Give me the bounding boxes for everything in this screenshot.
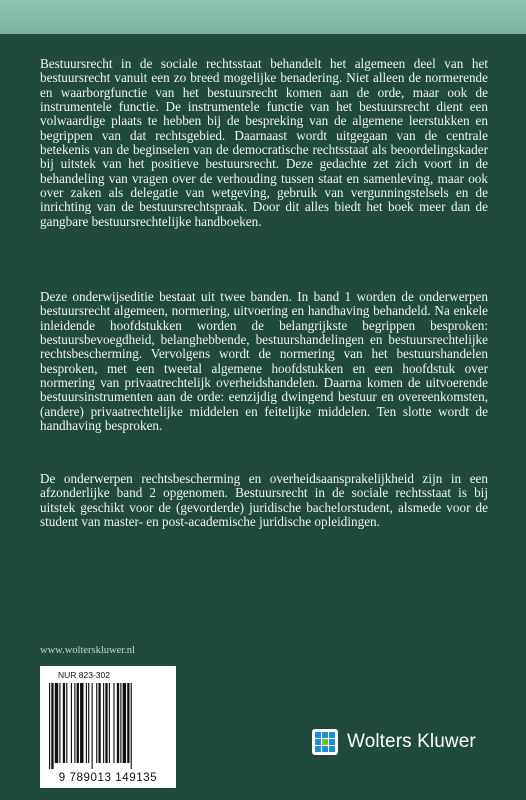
barcode-bar — [96, 683, 97, 763]
barcode-bar — [51, 683, 53, 769]
barcode-label — [40, 666, 176, 788]
barcode-bar — [86, 683, 87, 763]
description-paragraph-3: De onderwerpen rechtsbescherming en overheidsaansprakelijkheid zijn in een afzonderlijke band 2 opgenomen. Bestuursrecht in de sociale rechtsstaat is bij uitstek geschikt voor de (gevorderde) juridische bachelorstudent, alsmede voor de student van master- en post-academische juridische opleidingen. — [40, 471, 488, 530]
barcode-bar — [109, 683, 110, 763]
barcode-bar — [120, 683, 121, 763]
barcode-bar — [66, 683, 67, 763]
barcode-bar — [131, 683, 132, 769]
barcode-bar — [71, 683, 72, 763]
publisher-name: Wolters Kluwer — [347, 731, 476, 752]
description-paragraph-1: Bestuursrecht in de sociale rechtsstaat behandelt het algemeen deel van het bestuursrecht vanuit een zo breed mogelijke benadering. Niet alleen de normerende en waarborgfunctie van het bestuursrecht komen aan de orde, maar ook de instrumentele functie. De instrumentele functie van het bestuursrecht dient een volwaardige plaats te hebben bij de bespreking van de algemene leerstukken en begrippen van dat rechtsgebied. Daarnaast wordt uitgegaan van de centrale betekenis van de beginselen van de democratische rechtsstaat als beoordelingskader bij uitstek van het positieve bestuursrecht. Deze gedachte zet zich voort in de behandeling van vragen over de verhouding tussen staat en samenleving, maar ook over zaken als delegatie van wetgeving, gebruik van vergunningstelsels en de inrichting van de bestuursrechtspraak. Door dit alles biedt het boek meer dan de gangbare bestuursrechtelijke handboeken. — [40, 56, 488, 229]
barcode-bar — [117, 683, 119, 763]
barcode-bar — [74, 683, 75, 763]
barcode-bar — [98, 683, 100, 763]
description-paragraph-2: Deze onderwijseditie bestaat uit twee banden. In band 1 worden de onderwerpen bestuursrecht algemeen, normering, uitvoering en handhaving behandeld. Na enkele inleidende hoofdstukken worden de belangrijkste begrippen besproken: bestuursbevoegdheid, belanghebbende, bestuurshandelingen en bestuursrechtelijke rechtsbescherming. Vervolgens wordt de normering van het bestuurshandelen besproken, met een tweetal algemene hoofdstukken en een hoofdstuk over normering van privaatrechtelijk overheidshandelen. Daarna komen de uitvoerende bestuursinstrumenten aan de orde: eenzijdig dwingend bestuur en overeenkomsten, (andere) privaatrechtelijke middelen en feitelijke middelen. Ten slotte wordt de handhaving besproken. — [40, 289, 488, 434]
isbn-number: 9 789013 149135 — [58, 772, 158, 784]
barcode-bar — [55, 683, 58, 763]
barcode-bar — [123, 683, 126, 763]
barcode-bar — [63, 683, 65, 763]
barcode-bar — [92, 683, 93, 769]
publisher-logo — [311, 728, 476, 756]
nur-code: NUR 823-302 — [58, 670, 110, 680]
publisher-website-link[interactable]: www.wolterskluwer.nl — [40, 645, 135, 656]
barcode-bar — [127, 683, 129, 763]
barcode-bar — [59, 683, 60, 763]
barcode-bar — [77, 683, 79, 763]
barcode-bar — [49, 683, 50, 769]
top-color-band — [0, 0, 526, 34]
barcode — [47, 683, 169, 769]
barcode-bar — [80, 683, 83, 763]
barcode-bar — [105, 683, 107, 763]
barcode-bar — [88, 683, 89, 763]
wolters-kluwer-logo-icon — [311, 728, 339, 756]
barcode-bar — [103, 683, 104, 763]
barcode-bar — [113, 683, 114, 763]
